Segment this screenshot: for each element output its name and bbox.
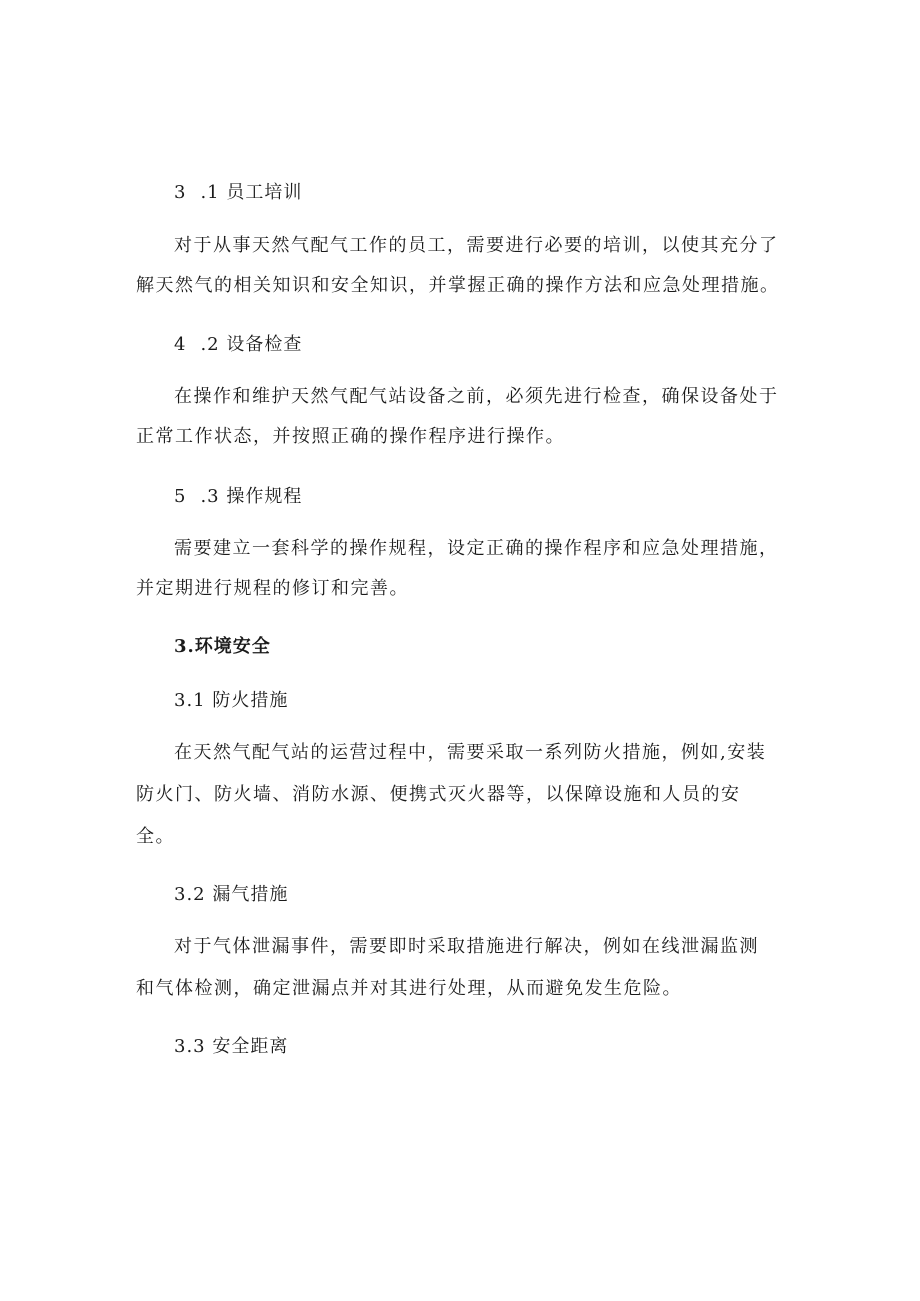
section-title: .3 操作规程	[200, 486, 303, 507]
section-heading-5-3	[174, 484, 302, 510]
paragraph-line: 防火门、防火墙、消防水源、便携式灭火器等，以保障设施和人员的安	[136, 784, 741, 805]
paragraph-line: 对于气体泄漏事件，需要即时采取措施进行解决，例如在线泄漏监测	[174, 936, 759, 957]
section-number: 3	[174, 182, 187, 203]
paragraph-line: 全。	[136, 826, 175, 847]
section-heading-environment-safety: 3.环境安全	[174, 636, 271, 657]
section-heading-3-1	[174, 180, 302, 206]
section-number: 5	[174, 486, 187, 507]
paragraph-line: 并定期进行规程的修订和完善。	[136, 578, 409, 599]
section-heading-4-2	[174, 332, 302, 358]
paragraph-line: 解天然气的相关知识和安全知识，并掌握正确的操作方法和应急处理措施。	[136, 275, 780, 296]
paragraph-line: 正常工作状态，并按照正确的操作程序进行操作。	[136, 426, 565, 447]
paragraph-line: 和气体检测，确定泄漏点并对其进行处理，从而避免发生危险。	[136, 978, 682, 999]
section-heading-gas-leak: 3.2 漏气措施	[174, 884, 289, 905]
section-heading-safe-distance: 3.3 安全距离	[174, 1036, 289, 1057]
section-title: .2 设备检查	[200, 334, 303, 355]
section-title: .1 员工培训	[200, 182, 303, 203]
paragraph-line: 在天然气配气站的运营过程中，需要采取一系列防火措施，例如,安装	[174, 742, 767, 763]
paragraph-line: 对于从事天然气配气工作的员工，需要进行必要的培训，以使其充分了	[174, 235, 779, 256]
paragraph-line: 在操作和维护天然气配气站设备之前，必须先进行检查，确保设备处于	[174, 386, 779, 407]
section-number: 4	[174, 334, 187, 355]
paragraph-line: 需要建立一套科学的操作规程，设定正确的操作程序和应急处理措施，	[174, 538, 779, 559]
section-heading-fire-prevention: 3.1 防火措施	[174, 690, 289, 711]
